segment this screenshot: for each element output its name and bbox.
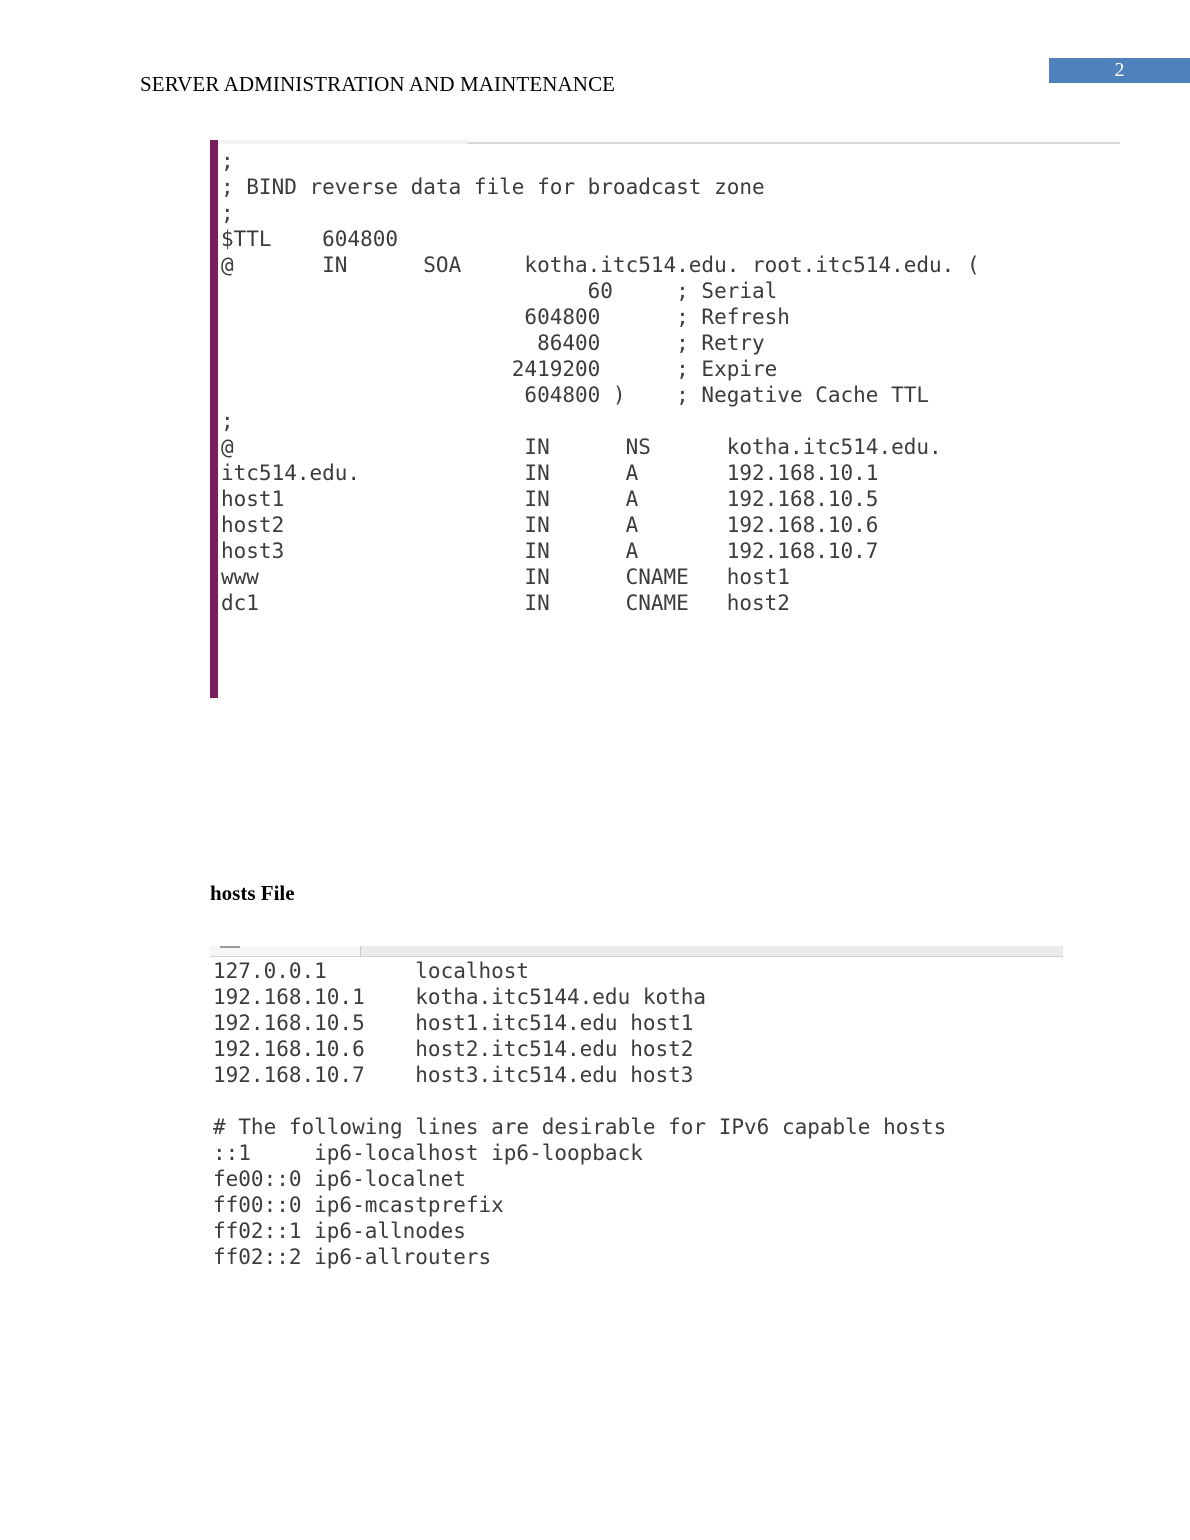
hosts-line: 127.0.0.1 localhost (213, 959, 530, 983)
zone-line: @ IN NS kotha.itc514.edu. (221, 435, 942, 459)
zone-line: ; (221, 149, 234, 173)
hosts-line: 192.168.10.6 host2.itc514.edu host2 (213, 1037, 694, 1061)
hosts-line: ff02::2 ip6-allrouters (213, 1245, 492, 1269)
zone-line: host1 IN A 192.168.10.5 (221, 487, 879, 511)
zone-line: 86400 ; Retry (221, 331, 765, 355)
hosts-file-text (213, 958, 946, 1270)
running-head: SERVER ADMINISTRATION AND MAINTENANCE (140, 72, 616, 96)
zone-line: @ IN SOA kotha.itc514.edu. root.itc514.edu. ( (221, 253, 980, 277)
zone-line: $TTL 604800 (221, 227, 399, 251)
terminal-left-bar (210, 140, 218, 698)
page-number-box (1049, 58, 1190, 83)
page-number: 2 (1114, 59, 1125, 81)
zone-line: ; (221, 409, 234, 433)
zone-line: www IN CNAME host1 (221, 565, 790, 589)
zone-line: dc1 IN CNAME host2 (221, 591, 790, 615)
hosts-line: 192.168.10.7 host3.itc514.edu host3 (213, 1063, 694, 1087)
zone-line: host2 IN A 192.168.10.6 (221, 513, 879, 537)
hosts-line: # The following lines are desirable for IPv6 capable hosts (213, 1115, 947, 1139)
hosts-line: fe00::0 ip6-localnet (213, 1167, 466, 1191)
terminal-top-strip (218, 140, 468, 144)
zone-line: 2419200 ; Expire (221, 357, 778, 381)
section-heading: hosts File (210, 881, 295, 905)
editor-tab (210, 946, 361, 956)
hosts-line: ff02::1 ip6-allnodes (213, 1219, 466, 1243)
zone-line: 60 ; Serial (221, 279, 778, 303)
zone-line: host3 IN A 192.168.10.7 (221, 539, 879, 563)
zone-file-text (221, 148, 980, 616)
hosts-line: ff00::0 ip6-mcastprefix (213, 1193, 504, 1217)
hosts-line: 192.168.10.5 host1.itc514.edu host1 (213, 1011, 694, 1035)
zone-line: 604800 ; Refresh (221, 305, 790, 329)
terminal-top-border (468, 142, 1120, 144)
hosts-file-screenshot (210, 946, 1063, 1276)
zone-line: 604800 ) ; Negative Cache TTL (221, 383, 930, 407)
editor-tab-mark (220, 946, 240, 948)
zone-line: itc514.edu. IN A 192.168.10.1 (221, 461, 879, 485)
hosts-line: 192.168.10.1 kotha.itc5144.edu kotha (213, 985, 707, 1009)
zone-line: ; BIND reverse data file for broadcast zone (221, 175, 765, 199)
hosts-line: ::1 ip6-localhost ip6-loopback (213, 1141, 643, 1165)
zone-line: ; (221, 201, 234, 225)
zone-file-screenshot (210, 140, 1120, 698)
